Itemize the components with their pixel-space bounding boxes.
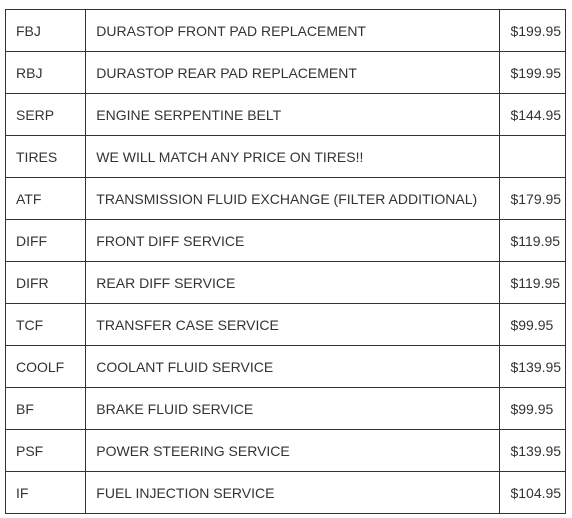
service-price: $99.95 [500,388,566,430]
service-code: TCF [6,304,86,346]
table-row [6,346,566,388]
service-price: $99.95 [500,304,566,346]
service-description: FUEL INJECTION SERVICE [86,472,500,514]
table-row [6,10,566,52]
service-price-table-body [6,10,566,514]
service-price: $199.95 [500,52,566,94]
service-price [500,136,566,178]
service-code: ATF [6,178,86,220]
service-code: BF [6,388,86,430]
table-row [6,430,566,472]
service-description: DURASTOP FRONT PAD REPLACEMENT [86,10,500,52]
service-code: TIRES [6,136,86,178]
table-row [6,178,566,220]
table-row [6,94,566,136]
service-price: $104.95 [500,472,566,514]
service-description: FRONT DIFF SERVICE [86,220,500,262]
service-code: RBJ [6,52,86,94]
service-description: TRANSMISSION FLUID EXCHANGE (FILTER ADDITIONAL) [86,178,500,220]
service-code: IF [6,472,86,514]
service-description: DURASTOP REAR PAD REPLACEMENT [86,52,500,94]
service-description: WE WILL MATCH ANY PRICE ON TIRES!! [86,136,500,178]
table-row [6,262,566,304]
table-row [6,220,566,262]
table-row [6,388,566,430]
service-price: $144.95 [500,94,566,136]
service-price: $139.95 [500,346,566,388]
service-code: SERP [6,94,86,136]
table-row [6,136,566,178]
service-code: FBJ [6,10,86,52]
table-row [6,472,566,514]
table-row [6,52,566,94]
service-code: COOLF [6,346,86,388]
service-description: BRAKE FLUID SERVICE [86,388,500,430]
service-price: $179.95 [500,178,566,220]
service-price: $119.95 [500,220,566,262]
service-price: $119.95 [500,262,566,304]
service-price: $199.95 [500,10,566,52]
service-description: POWER STEERING SERVICE [86,430,500,472]
service-code: DIFF [6,220,86,262]
service-description: ENGINE SERPENTINE BELT [86,94,500,136]
service-price-table [5,9,566,514]
service-code: DIFR [6,262,86,304]
service-description: REAR DIFF SERVICE [86,262,500,304]
service-description: COOLANT FLUID SERVICE [86,346,500,388]
service-price: $139.95 [500,430,566,472]
service-code: PSF [6,430,86,472]
table-row [6,304,566,346]
service-description: TRANSFER CASE SERVICE [86,304,500,346]
